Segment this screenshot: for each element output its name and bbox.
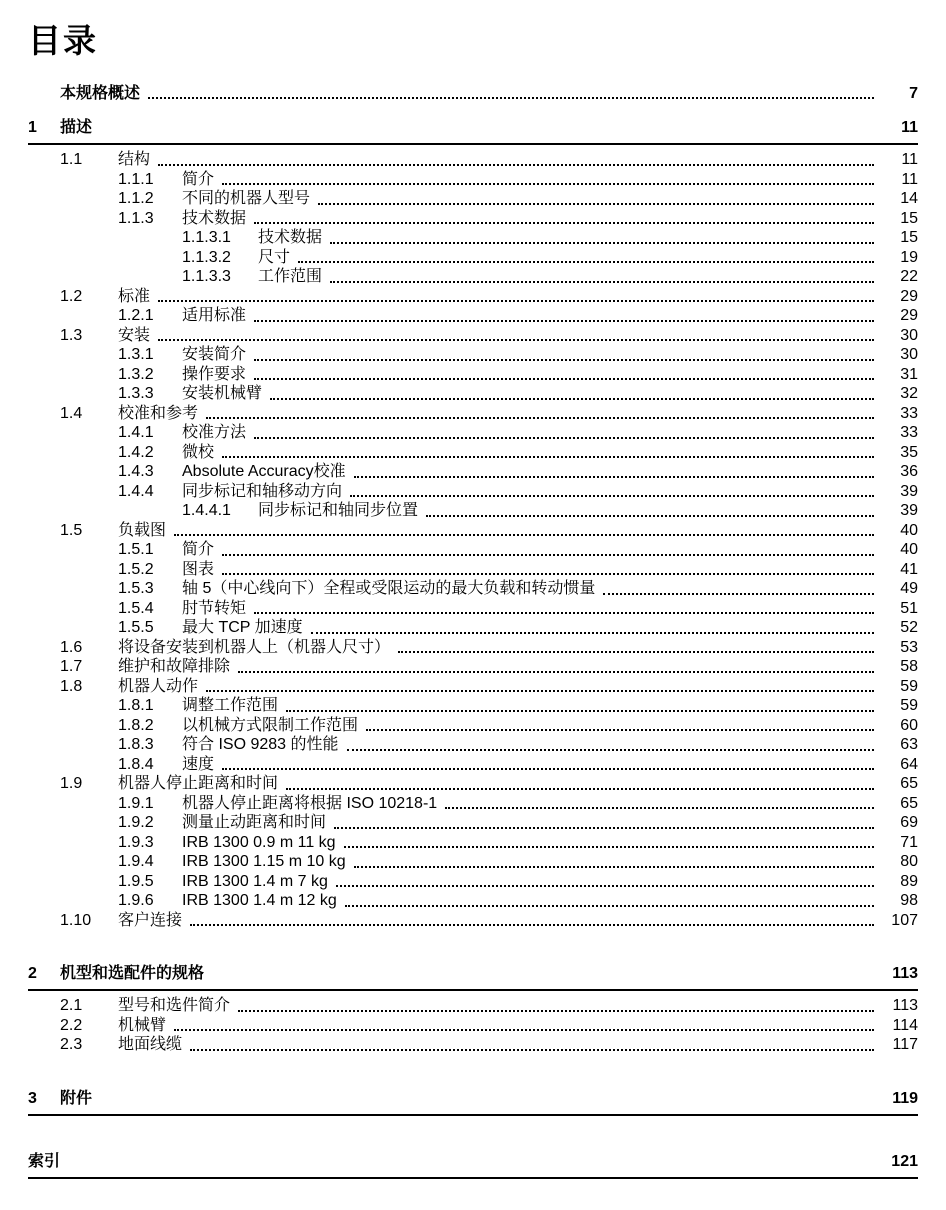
toc-entry[interactable] [28,267,918,287]
toc-entry[interactable] [28,521,918,541]
chapter-title: 机型和选配件的规格 [60,965,205,983]
toc-entry-preliminary[interactable] [28,84,918,104]
entry-page: 65 [900,794,918,812]
toc-chapter-heading[interactable] [28,118,918,145]
toc-entry[interactable] [28,696,918,716]
dot-leader [254,359,874,361]
toc-entry[interactable] [28,1035,918,1055]
toc-entry[interactable] [28,813,918,833]
entry-title: 工作范围 [258,268,323,286]
entry-page: 98 [900,892,918,910]
toc-entry[interactable] [28,170,918,190]
entry-page: 35 [900,443,918,461]
entry-title: 将设备安装到机器人上（机器人尺寸） [118,638,391,656]
entry-page: 65 [900,775,918,793]
dot-leader [426,515,874,517]
entry-number: 1.4.4.1 [182,502,231,520]
dot-leader [222,183,874,185]
entry-title: 结构 [118,151,151,169]
dot-leader [190,1049,874,1051]
dot-leader [286,710,874,712]
dot-leader [330,242,874,244]
entry-title: 最大 TCP 加速度 [182,619,303,637]
entry-title: 符合 ISO 9283 的性能 [182,736,339,754]
entry-number: 1.3 [60,326,83,344]
entry-number: 1.9.3 [118,833,154,851]
entry-page: 30 [900,346,918,364]
chapter-title: 描述 [60,119,93,137]
entry-title: 适用标准 [182,307,247,325]
toc-entry[interactable] [28,345,918,365]
entry-number: 1.9.6 [118,892,154,910]
dot-leader [318,203,874,205]
chapter-number: 2 [28,965,37,983]
dot-leader [336,885,874,887]
toc-entry[interactable] [28,443,918,463]
dot-leader [158,300,874,302]
dot-leader [222,456,874,458]
entry-title: 负载图 [118,521,167,539]
entry-page: 39 [900,482,918,500]
dot-leader [158,339,874,341]
entry-number: 1.4.3 [118,463,154,481]
entry-title: 调整工作范围 [182,697,279,715]
entry-page: 31 [900,365,918,383]
entry-title: 安装 [118,326,151,344]
entry-title: 不同的机器人型号 [182,190,311,208]
toc-chapter [28,1089,918,1116]
entry-number: 2.3 [60,1036,83,1054]
dot-leader [158,164,874,166]
toc-entry[interactable] [28,501,918,521]
toc-entry[interactable] [28,209,918,229]
toc-list [28,84,918,1179]
toc-index-heading[interactable] [28,1152,918,1179]
entry-page: 15 [900,229,918,247]
chapter-title: 附件 [60,1089,93,1107]
entry-page: 33 [900,404,918,422]
entry-title: 图表 [182,560,215,578]
entry-number: 1.8.4 [118,755,154,773]
toc-entry[interactable] [28,248,918,268]
entry-title: 以机械方式限制工作范围 [182,716,359,734]
toc-entry[interactable] [28,384,918,404]
toc-entry[interactable] [28,911,918,931]
entry-number: 1.9.5 [118,872,154,890]
entry-page: 39 [900,502,918,520]
entry-number: 1.1 [60,151,83,169]
dot-leader [254,612,874,614]
toc-entry[interactable] [28,599,918,619]
toc-entry[interactable] [28,618,918,638]
toc-entry[interactable] [28,794,918,814]
entry-number: 1.5.1 [118,541,154,559]
entry-number: 1.8.2 [118,716,154,734]
toc-entry[interactable] [28,287,918,307]
chapter-page: 119 [892,1089,918,1107]
entry-number: 1.1.3.3 [182,268,231,286]
dot-leader [345,905,874,907]
toc-entry[interactable] [28,638,918,658]
dot-leader [254,437,874,439]
page-title: 目录 [28,22,98,59]
entry-number: 1.3.3 [118,385,154,403]
entry-title: 维护和故障排除 [118,658,231,676]
entry-page: 107 [891,911,918,929]
toc-entries [28,996,918,1055]
entry-title: 机器人停止距离将根据 ISO 10218-1 [182,794,438,812]
entry-page: 40 [900,521,918,539]
entry-page: 7 [909,84,918,102]
entry-title: 型号和选件简介 [118,997,231,1015]
entry-number: 1.8.3 [118,736,154,754]
dot-leader [330,281,874,283]
entry-page: 71 [900,833,918,851]
entry-page: 60 [900,716,918,734]
dot-leader [174,1029,874,1031]
entry-page: 41 [900,560,918,578]
index-page: 121 [891,1152,918,1170]
toc-chapter [28,964,918,1055]
toc-entry[interactable] [28,774,918,794]
toc-entry[interactable] [28,716,918,736]
entry-page: 51 [900,599,918,617]
toc-entry[interactable] [28,755,918,775]
toc-entry[interactable] [28,423,918,443]
entry-title: 简介 [182,170,215,188]
entry-page: 33 [900,424,918,442]
entry-number: 1.9.1 [118,794,154,812]
dot-leader [174,534,874,536]
entry-title: 操作要求 [182,365,247,383]
dot-leader [445,807,874,809]
entry-page: 40 [900,541,918,559]
entry-title: Absolute Accuracy校准 [182,463,346,481]
entry-title: 机械臂 [118,1016,167,1034]
entry-title: 安装机械臂 [182,385,263,403]
entry-title: 校准方法 [182,424,247,442]
dot-leader [206,690,874,692]
toc-entry[interactable] [28,579,918,599]
entry-page: 53 [900,638,918,656]
dot-leader [270,398,874,400]
entry-number: 1.1.1 [118,170,154,188]
entry-title: 地面线缆 [118,1036,183,1054]
toc-entry[interactable] [28,326,918,346]
dot-leader [311,632,874,634]
entry-page: 64 [900,755,918,773]
entry-page: 113 [892,997,918,1015]
toc-entry[interactable] [28,891,918,911]
entry-page: 117 [892,1036,918,1054]
entry-page: 52 [900,619,918,637]
dot-leader [366,729,874,731]
toc-entry[interactable] [28,657,918,677]
entry-title: 测量止动距离和时间 [182,814,327,832]
entry-number: 1.2 [60,287,83,305]
toc-entry[interactable] [28,365,918,385]
entry-number: 1.1.3.1 [182,229,231,247]
dot-leader [254,222,874,224]
toc-entry[interactable] [28,852,918,872]
entry-number: 1.5.5 [118,619,154,637]
entry-number: 1.9.4 [118,853,154,871]
index-title: 索引 [28,1152,61,1170]
entry-number: 1.3.2 [118,365,154,383]
dot-leader [222,554,874,556]
entry-number: 1.8 [60,677,83,695]
entry-number: 1.5 [60,521,83,539]
entry-page: 29 [900,287,918,305]
entry-title: IRB 1300 0.9 m 11 kg [182,833,336,851]
entry-title: 肘节转矩 [182,599,247,617]
dot-leader [354,866,874,868]
toc-chapter [28,118,918,930]
entry-title: IRB 1300 1.15 m 10 kg [182,853,346,871]
dot-leader [254,320,874,322]
toc-entries [28,150,918,930]
toc-entry[interactable] [28,872,918,892]
entry-page: 11 [901,170,918,188]
entry-number: 2.2 [60,1016,83,1034]
entry-page: 63 [900,736,918,754]
toc-entry[interactable] [28,404,918,424]
entry-page: 36 [900,463,918,481]
chapter-page: 11 [901,119,918,137]
entry-number: 1.5.2 [118,560,154,578]
entry-title: 机器人动作 [118,677,199,695]
dot-leader [298,261,874,263]
dot-leader [222,768,874,770]
dot-leader [222,573,874,575]
entry-number: 1.4.4 [118,482,154,500]
toc-chapter-heading[interactable] [28,1089,918,1116]
toc-entry[interactable] [28,996,918,1016]
toc-entry[interactable] [28,189,918,209]
entry-page: 32 [900,385,918,403]
entry-number: 1.10 [60,911,92,929]
entry-number: 1.1.2 [118,190,154,208]
entry-title: 速度 [182,755,215,773]
entry-number: 2.1 [60,997,83,1015]
toc-entry[interactable] [28,228,918,248]
entry-number: 1.9.2 [118,814,154,832]
entry-title: 轴 5（中心线向下）全程或受限运动的最大负载和转动惯量 [182,580,596,598]
entry-number: 1.2.1 [118,307,154,325]
entry-page: 69 [900,814,918,832]
dot-leader [148,97,874,99]
entry-title: 同步标记和轴移动方向 [182,482,343,500]
entry-title: 安装简介 [182,346,247,364]
dot-leader [347,749,875,751]
entry-title: 微校 [182,443,215,461]
dot-leader [344,846,874,848]
entry-title: IRB 1300 1.4 m 12 kg [182,892,337,910]
dot-leader [206,417,874,419]
entry-title: 技术数据 [182,209,247,227]
entry-page: 114 [892,1016,918,1034]
dot-leader [398,651,874,653]
entry-number: 1.4.2 [118,443,154,461]
entry-title: 机器人停止距离和时间 [118,775,279,793]
toc-entry[interactable] [28,735,918,755]
entry-page: 59 [900,697,918,715]
toc-entry[interactable] [28,462,918,482]
entry-page: 59 [900,677,918,695]
entry-page: 58 [900,658,918,676]
entry-title: 技术数据 [258,229,323,247]
dot-leader [286,788,874,790]
entry-page: 49 [900,580,918,598]
entry-title: 标准 [118,287,151,305]
entry-title: 本规格概述 [60,84,141,102]
toc-entry[interactable] [28,482,918,502]
dot-leader [354,476,874,478]
dot-leader [238,1010,874,1012]
entry-title: 同步标记和轴同步位置 [258,502,419,520]
entry-number: 1.9 [60,775,83,793]
toc-entry[interactable] [28,540,918,560]
dot-leader [334,827,874,829]
entry-title: 客户连接 [118,911,183,929]
entry-number: 1.5.4 [118,599,154,617]
entry-page: 15 [900,209,918,227]
toc-entry[interactable] [28,560,918,580]
entry-title: 简介 [182,541,215,559]
entry-number: 1.5.3 [118,580,154,598]
entry-number: 1.4 [60,404,83,422]
entry-number: 1.1.3 [118,209,154,227]
toc-entry[interactable] [28,677,918,697]
entry-number: 1.7 [60,658,83,676]
entry-number: 1.4.1 [118,424,154,442]
dot-leader [254,378,874,380]
dot-leader [190,924,874,926]
entry-page: 22 [900,268,918,286]
entry-title: 尺寸 [258,248,291,266]
entry-page: 19 [900,248,918,266]
entry-number: 1.6 [60,638,83,656]
toc-entry[interactable] [28,150,918,170]
entry-number: 1.8.1 [118,697,154,715]
entry-title: 校准和参考 [118,404,199,422]
chapter-page: 113 [892,965,918,983]
dot-leader [350,495,874,497]
dot-leader [238,671,874,673]
toc-entry[interactable] [28,306,918,326]
entry-page: 29 [900,307,918,325]
toc-entry[interactable] [28,1016,918,1036]
toc-entry[interactable] [28,833,918,853]
entry-page: 80 [900,853,918,871]
chapter-number: 3 [28,1089,37,1107]
entry-number: 1.3.1 [118,346,154,364]
entry-page: 89 [900,872,918,890]
entry-page: 14 [900,190,918,208]
entry-page: 30 [900,326,918,344]
entry-number: 1.1.3.2 [182,248,231,266]
entry-page: 11 [901,151,918,169]
dot-leader [603,593,874,595]
entry-title: IRB 1300 1.4 m 7 kg [182,872,328,890]
chapter-number: 1 [28,119,37,137]
toc-chapter-heading[interactable] [28,964,918,991]
